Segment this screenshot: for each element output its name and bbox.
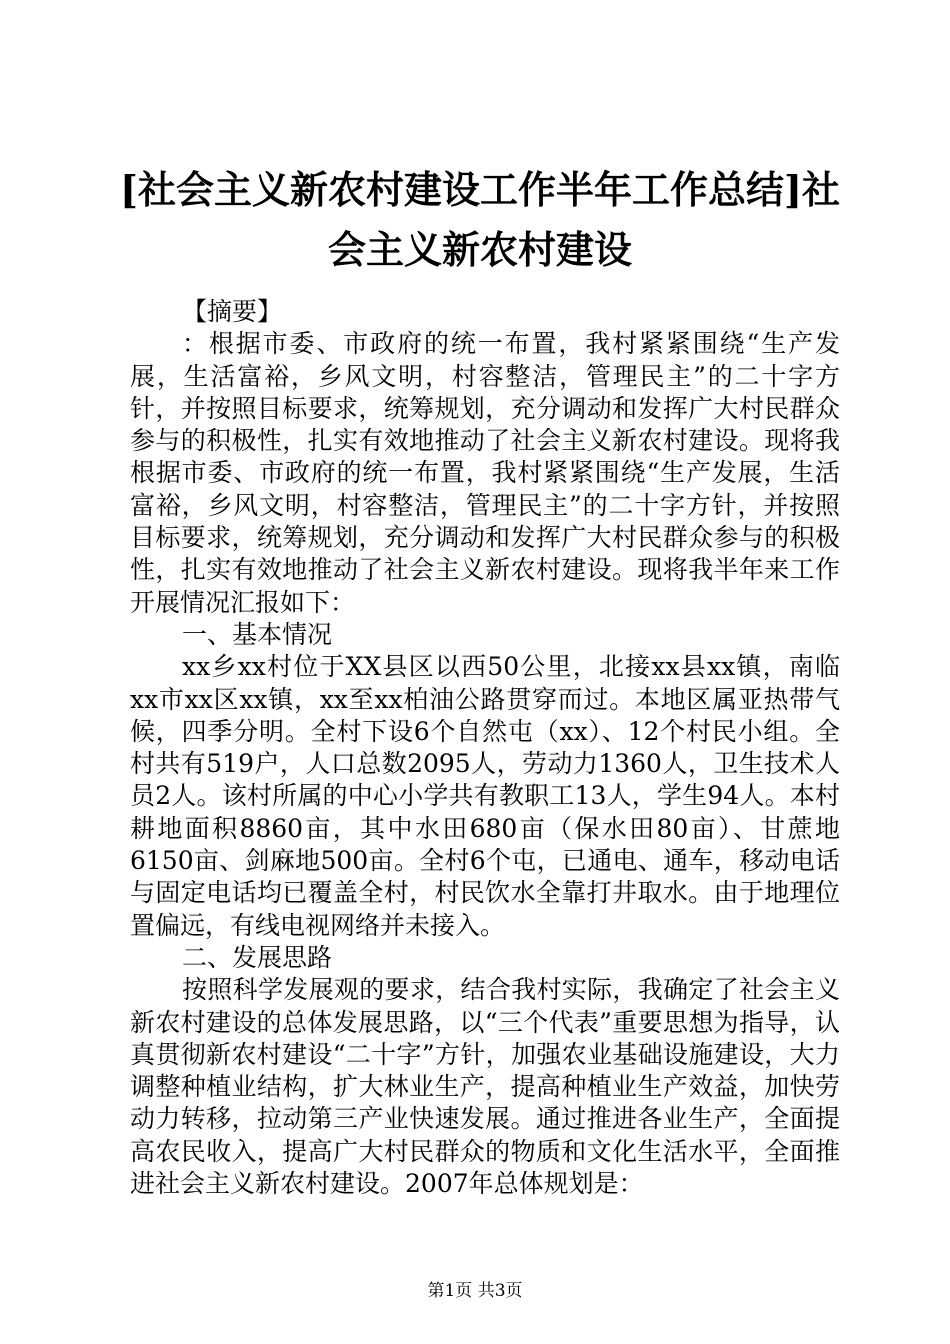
paragraph-basic-info: xx乡xx村位于XX县区以西50公里，北接xx县xx镇，南临xx市xx区xx镇，xx至xx柏油公路贯穿而过。本地区属亚热带气候，四季分明。全村下设6个自然屯（xx）、12个村民小组。全村共有519户，人口总数2095人，劳动力1360人，卫生技术人员2人。该村所属的中心小学共有教职工13人，学生94人。本村耕地面积8860亩，其中水田680亩（保水田80亩）、甘蔗地6150亩、剑麻地500亩。全村6个屯，已通电、通车，移动电话与固定电话均已覆盖全村，村民饮水全靠打井取水。由于地理位置偏远，有线电视网络并未接入。 <box>130 652 840 940</box>
document-title: [社会主义新农村建设工作半年工作总结]社会主义新农村建设 <box>120 167 840 272</box>
page-footer: 第1页 共3页 <box>427 1281 523 1301</box>
section-heading-ideas: 二、发展思路 <box>182 942 333 972</box>
section-heading-basic: 一、基本情况 <box>182 619 333 649</box>
paragraph-abstract: ：根据市委、市政府的统一布置，我村紧紧围绕“生产发展，生活富裕，乡风文明，村容整洁，管理民主”的二十字方针，并按照目标要求，统筹规划，充分调动和发挥广大村民群众参与的积极性，扎实有效地推动了社会主义新农村建设。现将我根据市委、市政府的统一布置，我村紧紧围绕“生产发展，生活富裕，乡风文明，村容整洁，管理民主”的二十字方针，并按照目标要求，统筹规划，充分调动和发挥广大村民群众参与的积极性，扎实有效地推动了社会主义新农村建设。现将我半年来工作开展情况汇报如下： <box>130 329 840 617</box>
document-body <box>130 296 840 1200</box>
abstract-label: 【摘要】 <box>182 297 283 326</box>
paragraph-ideas: 按照科学发展观的要求，结合我村实际，我确定了社会主义新农村建设的总体发展思路，以“三个代表”重要思想为指导，认真贯彻新农村建设“二十字”方针，加强农业基础设施建设，大力调整种植业结构，扩大林业生产，提高种植业生产效益，加快劳动力转移，拉动第三产业快速发展。通过推进各业生产，全面提高农民收入，提高广大村民群众的物质和文化生活水平，全面推进社会主义新农村建设。2007年总体规划是： <box>130 975 840 1199</box>
